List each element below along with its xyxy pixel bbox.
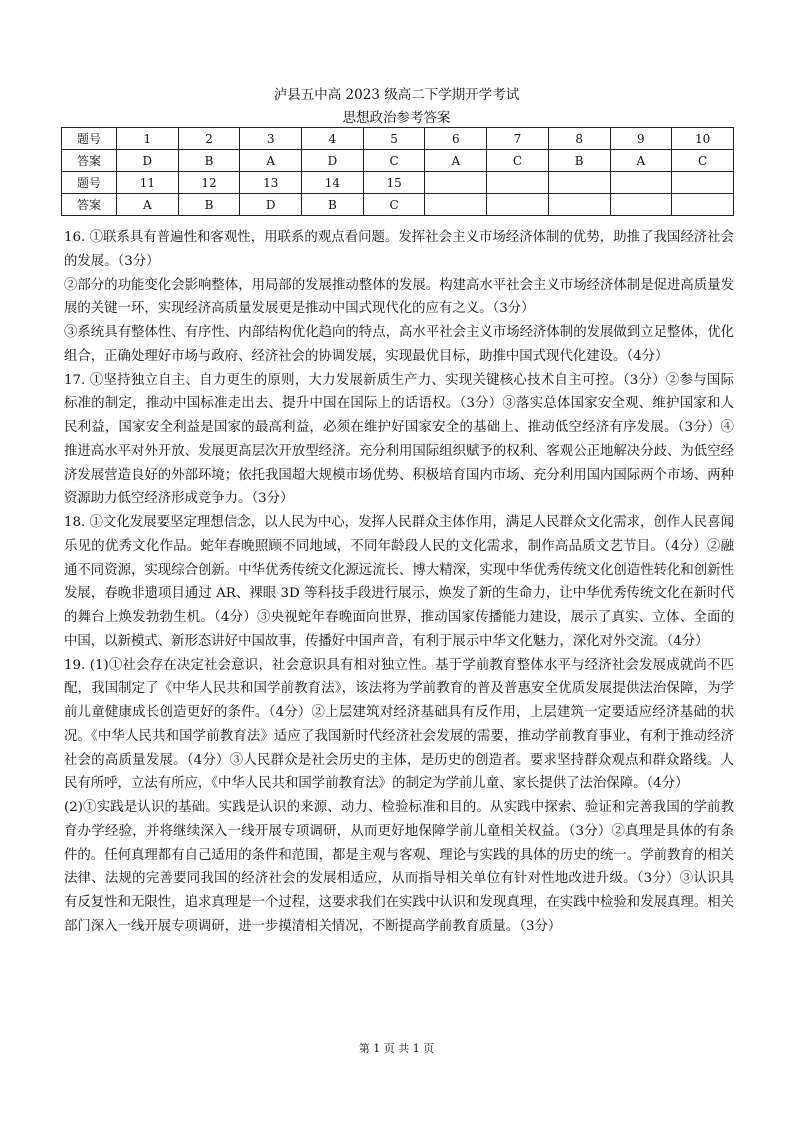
table-cell	[548, 172, 610, 194]
table-cell: 4	[302, 128, 364, 150]
table-cell	[425, 194, 487, 216]
table-cell	[548, 194, 610, 216]
row-label: 题号	[62, 128, 117, 150]
answer-paragraph: 17. ①坚持独立自主、自力更生的原则，大力发展新质生产力、实现关键核心技术自主可控。（3分）②参与国际标准的制定，推动中国标准走出去、提升中国在国际上的话语权。（3分）③落实总体国家安全观、维护国家和人民利益，国家安全利益是国家的最高利益，必须在维护好国家安全的基础上、推动低空经济有序发展。（3分）④推进高水平对外开放、发展更高层次开放型经济。充分利用国际组织赋予的权利、客观公正地解决分歧、为低空经济发展营造良好的外部环境；依托我国超大规模市场优势、积极培育国内市场、充分利用国内国际两个市场、两种资源助力低空经济形成竞争力。（3分）	[64, 372, 734, 507]
row-label: 题号	[62, 172, 117, 194]
table-cell: 7	[487, 128, 549, 150]
table-cell: B	[548, 150, 610, 172]
table-row	[62, 150, 734, 172]
table-cell: 14	[302, 172, 364, 194]
table-cell: B	[302, 194, 364, 216]
row-label: 答案	[62, 150, 117, 172]
table-cell	[672, 172, 734, 194]
table-cell: D	[302, 150, 364, 172]
table-cell: D	[240, 194, 302, 216]
table-cell	[425, 172, 487, 194]
table-cell: 1	[117, 128, 179, 150]
table-cell: C	[363, 150, 425, 172]
table-cell	[487, 172, 549, 194]
answer-table	[61, 127, 734, 216]
answer-paragraph: ③系统具有整体性、有序性、内部结构优化趋向的特点，高水平社会主义市场经济体制的发展做到立足整体，优化组合，正确处理好市场与政府、经济社会的协调发展，实现最优目标，助推中国式现代化建设。（4分）	[64, 325, 734, 364]
table-row	[62, 194, 734, 216]
table-cell: C	[672, 150, 734, 172]
table-cell: A	[117, 194, 179, 216]
table-cell: 9	[610, 128, 672, 150]
page-footer: 第 1 页 共 1 页	[358, 1042, 435, 1055]
table-cell: 5	[363, 128, 425, 150]
table-row	[62, 172, 734, 194]
table-cell: 6	[425, 128, 487, 150]
answer-body	[64, 226, 734, 939]
table-cell: 15	[363, 172, 425, 194]
table-cell: A	[240, 150, 302, 172]
table-cell	[672, 194, 734, 216]
table-cell: B	[178, 194, 240, 216]
page-subtitle: 思想政治参考答案	[342, 110, 451, 126]
table-cell: 10	[672, 128, 734, 150]
row-label: 答案	[62, 194, 117, 216]
table-cell: 8	[548, 128, 610, 150]
table-cell: A	[425, 150, 487, 172]
table-cell: 12	[178, 172, 240, 194]
answer-paragraph: 19. (1)①社会存在决定社会意识，社会意识具有相对独立性。基于学前教育整体水平与经济社会发展成就尚不匹配，我国制定了《中华人民共和国学前教育法》，该法将为学前教育的普及普惠安全优质发展提供法治保障，为学前儿童健康成长创造更好的条件。（4分）②上层建筑对经济基础具有反作用，上层建筑一定要适应经济基础的状况。《中华人民共和国学前教育法》适应了我国新时代经济社会发展的需要，推动学前教育事业，有利于推动经济社会的高质量发展。（4分）③人民群众是社会历史的主体，是历史的创造者。要求坚持群众观点和群众路线。人民有所呼，立法有所应，《中华人民共和国学前教育法》的制定为学前儿童、家长提供了法治保障。（4分）	[64, 657, 734, 792]
answer-paragraph: 18. ①文化发展要坚定理想信念，以人民为中心，发挥人民群众主体作用，满足人民群众文化需求，创作人民喜闻乐见的优秀文化作品。蛇年春晚照顾不同地域，不同年龄段人民的文化需求，制作高品质文艺节目。（4分）②融通不同资源，实现综合创新。中华优秀传统文化源远流长、博大精深，实现中华优秀传统文化创造性转化和创新性发展，春晚非遗项目通过 AR、裸眼 3D 等科技手段进行展示，焕发了新的生命力，让中华优秀传统文化在新时代的舞台上焕发勃勃生机。（4分）③央视蛇年春晚面向世界，推动国家传播能力建设，展示了真实、立体、全面的中国，以新模式、新形态讲好中国故事，传播好中国声音，有利于展示中华文化魅力，深化对外交流。（4分）	[64, 515, 734, 649]
table-cell: 2	[178, 128, 240, 150]
table-cell: B	[178, 150, 240, 172]
table-row	[62, 128, 734, 150]
answer-paragraph: (2)①实践是认识的基础。实践是认识的来源、动力、检验标准和目的。从实践中探索、验证和完善我国的学前教育办学经验，并将继续深入一线开展专项调研，从而更好地保障学前儿童相关权益。（3分）②真理是具体的有条件的。任何真理都有自己适用的条件和范围，都是主观与客观、理论与实践的具体的历史的统一。学前教育的相关法律、法规的完善要同我国的经济社会的发展相适应，从而指导相关单位有针对性地改进升级。（3分）③认识具有反复性和无限性，追求真理是一个过程，这要求我们在实践中认识和发现真理，在实践中检验和发展真理。相关部门深入一线开展专项调研，进一步摸清相关情况，不断提高学前教育质量。（3分）	[64, 800, 734, 934]
table-cell	[610, 194, 672, 216]
table-cell: C	[363, 194, 425, 216]
table-cell: C	[487, 150, 549, 172]
table-cell: 11	[117, 172, 179, 194]
answer-paragraph: 16. ①联系具有普遍性和客观性，用联系的观点看问题。发挥社会主义市场经济体制的优势，助推了我国经济社会的发展。（3分）	[64, 230, 734, 269]
table-cell	[487, 194, 549, 216]
table-cell: A	[610, 150, 672, 172]
table-cell: 3	[240, 128, 302, 150]
answer-paragraph: ②部分的功能变化会影响整体，用局部的发展推动整体的发展。构建高水平社会主义市场经济体制是促进高质量发展的关键一环，实现经济高质量发展更是推动中国式现代化的应有之义。（3分）	[64, 277, 734, 317]
page-title: 泸县五中高 2023 级高二下学期开学考试	[273, 87, 520, 103]
table-cell: D	[117, 150, 179, 172]
table-cell	[610, 172, 672, 194]
table-cell: 13	[240, 172, 302, 194]
